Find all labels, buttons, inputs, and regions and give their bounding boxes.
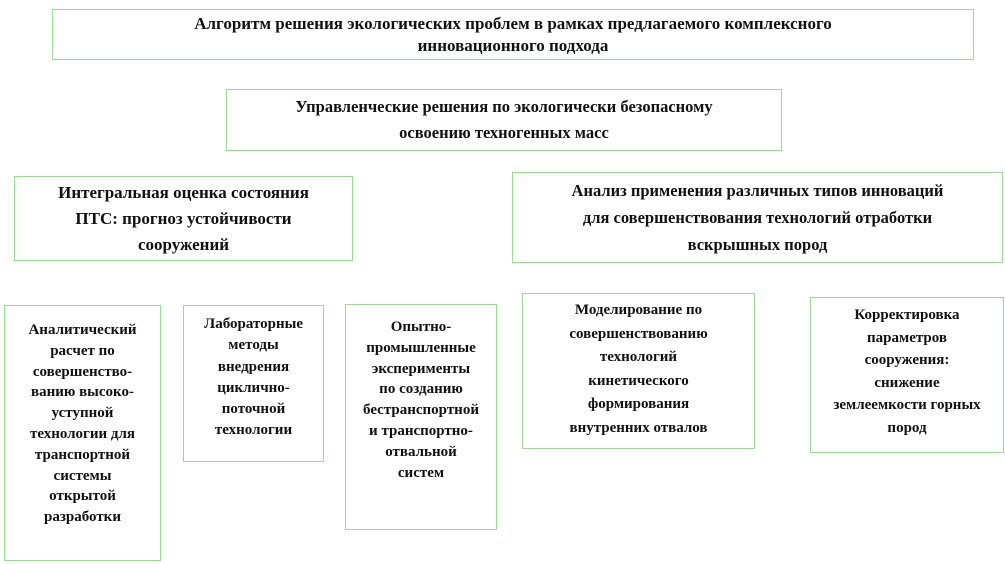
innovation-analysis-text: Анализ применения различных типов инноваций для совершенствования технологий отработки вскрышных пород — [571, 181, 944, 254]
analytical-calculation-text: Аналитический расчет по совершенство- ванию высоко- уступной технологии для транспортной системы открытой разработки — [28, 322, 137, 526]
management-decisions-box — [226, 89, 782, 151]
analytical-calculation-box — [4, 305, 161, 561]
parameter-correction-text: Корректировка параметров сооружения: снижение землеемкости горных пород — [833, 307, 981, 436]
innovation-analysis-box — [512, 172, 1003, 263]
integral-assessment-text: Интегральная оценка состояния ПТС: прогноз устойчивости сооружений — [58, 182, 309, 254]
management-decisions-text: Управленческие решения по экологически безопасному освоению техногенных масс — [295, 97, 713, 142]
parameter-correction-box — [810, 297, 1004, 453]
algorithm-title-text: Алгоритм решения экологических проблем в рамках предлагаемого комплексного инновационного подхода — [194, 13, 832, 55]
laboratory-methods-box — [183, 305, 324, 462]
integral-assessment-box — [14, 176, 353, 261]
laboratory-methods-text: Лабораторные методы внедрения циклично- поточной технологии — [204, 316, 303, 439]
modeling-box — [522, 293, 755, 449]
algorithm-title-box — [52, 9, 974, 60]
pilot-experiments-text: Опытно- промышленные эксперименты по созданию бестранспортной и транспортно- отвальной систем — [363, 319, 479, 481]
pilot-experiments-box — [345, 304, 497, 530]
modeling-text: Моделирование по совершенствованию технологий кинетического формирования внутренних отвалов — [569, 302, 708, 436]
